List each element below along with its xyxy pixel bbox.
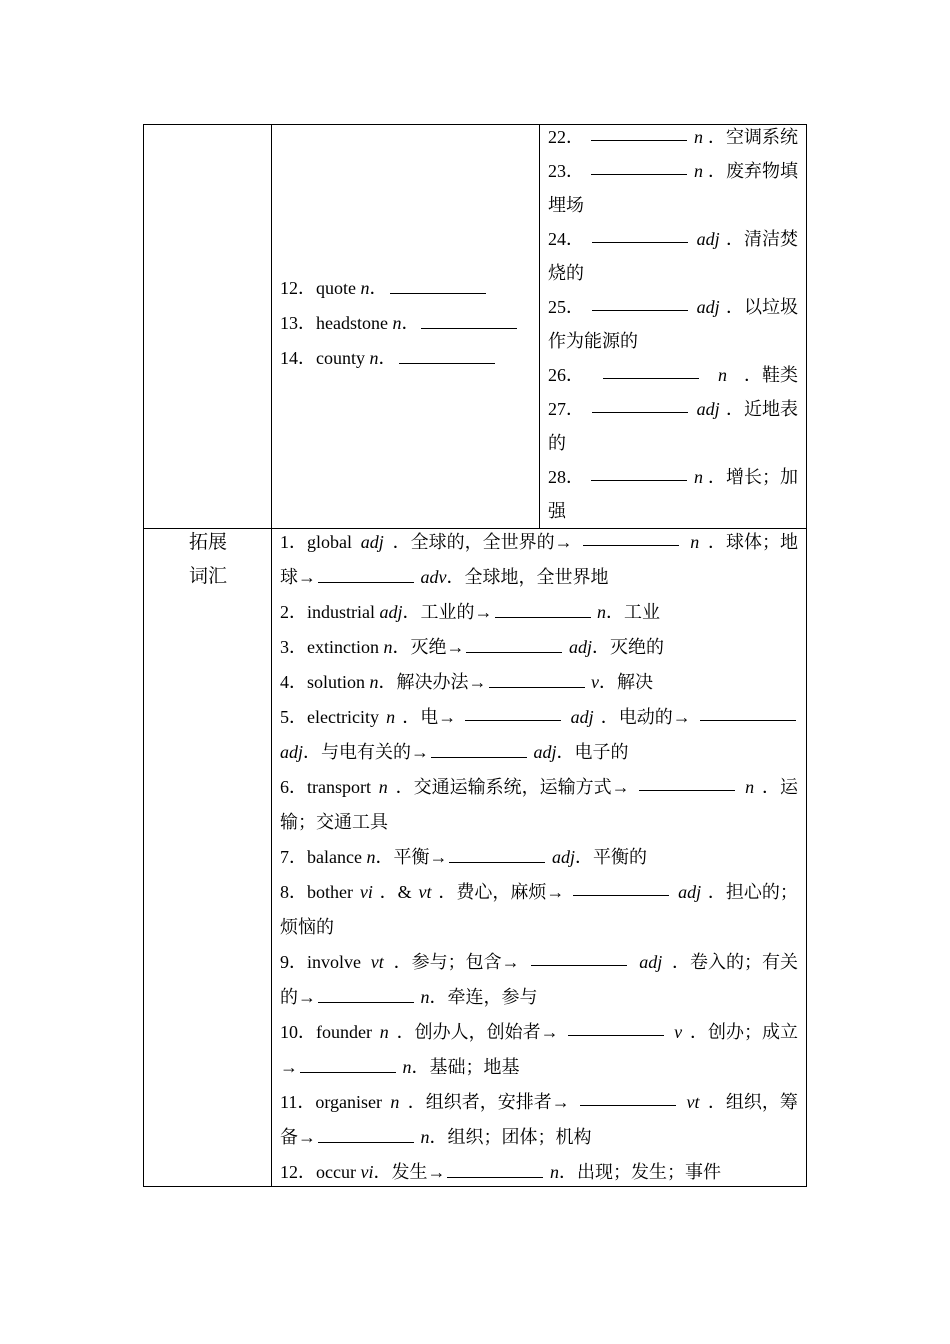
item-text: 烦恼的 (280, 917, 334, 937)
part-of-speech: n (383, 637, 393, 657)
part-of-speech: adj (696, 399, 720, 419)
list-item (548, 358, 798, 392)
item-text: ．平衡的 (574, 847, 647, 867)
table-border-left (143, 124, 144, 1187)
part-of-speech: n (379, 1022, 389, 1042)
answer-blank (591, 154, 687, 175)
list-item (280, 525, 798, 560)
item-text: ．灭绝的 (592, 637, 664, 657)
item-text: ．球体；地 (708, 532, 798, 552)
part-of-speech: vi (359, 882, 373, 902)
item-text: ．与电有关的→ (303, 742, 430, 762)
part-of-speech: v (674, 1022, 683, 1042)
section-label-line2: 词汇 (189, 565, 228, 587)
list-item-continuation: 强 (548, 501, 566, 521)
item-text: 1．global (280, 532, 352, 552)
item-meaning: ．空调系统 (708, 127, 798, 147)
item-text: 9．involve (280, 952, 361, 972)
item-text: ．全球地，全世界地 (446, 567, 609, 587)
item-number: 25． (548, 297, 584, 317)
answer-blank (318, 1122, 414, 1143)
item-text: ．出现；发生；事件 (558, 1162, 721, 1182)
part-of-speech: vt (370, 952, 384, 972)
list-item (280, 910, 798, 945)
item-text: ．组织者，安排者→ (407, 1092, 570, 1112)
part-of-speech: v (586, 672, 600, 692)
answer-blank (466, 632, 562, 653)
item-number: 14． (280, 348, 316, 368)
part-of-speech: adj (529, 742, 557, 762)
answer-blank (591, 120, 687, 141)
part-of-speech: n (745, 777, 755, 797)
item-text: ．灭绝→ (392, 637, 465, 657)
list-item (280, 980, 798, 1015)
part-of-speech: n (390, 1092, 400, 1112)
part-of-speech: adj (564, 637, 592, 657)
answer-blank (489, 667, 585, 688)
answer-blank (300, 1052, 396, 1073)
list-item (280, 1050, 798, 1085)
list-item (280, 840, 798, 875)
item-number: 26． (548, 365, 584, 385)
item-tail: ． (369, 278, 388, 298)
part-of-speech: adj (678, 882, 702, 902)
item-text: ．工业的→ (402, 602, 493, 622)
item-word: county (316, 348, 370, 368)
item-text: ．费心，麻烦→ (438, 882, 565, 902)
list-item (548, 154, 798, 188)
item-text: 4．solution (280, 672, 370, 692)
part-of-speech: adj (547, 847, 575, 867)
answer-blank (591, 460, 687, 481)
part-of-speech: n (416, 1127, 430, 1147)
item-text: ．平衡→ (375, 847, 448, 867)
item-text: → (280, 1057, 298, 1077)
item-meaning: ．增长；加 (708, 467, 798, 487)
list-item (280, 1155, 798, 1190)
list-item (548, 460, 798, 494)
part-of-speech: n (694, 127, 703, 147)
item-text: 的→ (280, 987, 316, 1007)
item-text: ．创办；成立 (689, 1022, 798, 1042)
answer-blank (531, 945, 627, 966)
item-text: ．交通运输系统，运输方式→ (395, 777, 630, 797)
answer-blank (421, 308, 517, 329)
item-text: ．工业 (606, 602, 661, 622)
part-of-speech: n (416, 987, 430, 1007)
answer-blank (568, 1015, 664, 1036)
item-text: ．& (379, 882, 412, 902)
item-text: ．运 (761, 777, 798, 797)
list-item-continuation: 的 (548, 433, 566, 453)
part-of-speech: n (545, 1162, 559, 1182)
item-text: 输；交通工具 (280, 812, 388, 832)
item-number: 23． (548, 161, 584, 181)
item-number: 24． (548, 229, 584, 249)
answer-blank (592, 290, 688, 311)
item-tail: ． (401, 313, 420, 333)
item-text: 12．occur (280, 1162, 361, 1182)
part-of-speech: vi (360, 1162, 374, 1182)
item-text: ．组织，筹 (707, 1092, 798, 1112)
part-of-speech: n (369, 348, 379, 368)
answer-blank (592, 222, 688, 243)
item-text: ．解决 (599, 672, 654, 692)
part-of-speech: n (592, 602, 607, 622)
list-item (280, 595, 798, 630)
list-item-continuation: 烧的 (548, 263, 584, 283)
item-number: 13． (280, 313, 316, 333)
item-text: 10．founder (280, 1022, 372, 1042)
extended-vocab-list (280, 525, 798, 1190)
list-item (280, 1085, 798, 1120)
table-col-divider (271, 124, 272, 1187)
part-of-speech: adj (360, 532, 384, 552)
item-text: ．解决办法→ (378, 672, 487, 692)
section-label (189, 525, 227, 593)
part-of-speech: n (398, 1057, 412, 1077)
item-text: ．电→ (402, 707, 457, 727)
item-text: ．电子的 (556, 742, 629, 762)
item-text: 6．transport (280, 777, 371, 797)
answer-blank (495, 597, 591, 618)
list-item (280, 630, 798, 665)
list-item (280, 341, 532, 375)
part-of-speech: adj (639, 952, 663, 972)
answer-blank (583, 525, 679, 546)
item-text: ．发生→ (373, 1162, 446, 1182)
part-of-speech: n (718, 365, 727, 385)
table-border-right (806, 124, 807, 1187)
answer-blank (465, 700, 561, 721)
list-item (548, 392, 798, 426)
list-item (280, 805, 798, 840)
item-text: ．担心的； (707, 882, 798, 902)
part-of-speech: adj (379, 602, 403, 622)
item-text: 8．bother (280, 882, 353, 902)
item-number: 27． (548, 399, 584, 419)
item-text: ．组织；团体；机构 (429, 1127, 592, 1147)
item-number: 28． (548, 467, 584, 487)
item-text: ．卷入的；有关 (672, 952, 798, 972)
part-of-speech: adj (696, 229, 720, 249)
item-meaning: ．鞋类 (744, 365, 798, 385)
vocab-column-middle (280, 271, 532, 376)
answer-blank (700, 700, 796, 721)
part-of-speech: n (366, 847, 376, 867)
list-item (548, 222, 798, 256)
vocab-column-right (548, 120, 798, 528)
answer-blank (318, 562, 414, 583)
part-of-speech: n (690, 532, 700, 552)
item-text: ．牵连，参与 (429, 987, 538, 1007)
list-item (280, 271, 532, 305)
item-word: headstone (316, 313, 393, 333)
answer-blank (399, 343, 495, 364)
answer-blank (447, 1157, 543, 1178)
part-of-speech: n (386, 707, 396, 727)
part-of-speech: n (360, 278, 370, 298)
item-text: 5．electricity (280, 707, 379, 727)
list-item (280, 770, 798, 805)
answer-blank (639, 770, 735, 791)
list-item (548, 290, 798, 324)
part-of-speech: n (694, 161, 703, 181)
part-of-speech: adj (280, 742, 304, 762)
part-of-speech: vt (418, 882, 432, 902)
answer-blank (431, 737, 527, 758)
item-meaning: ．以垃圾 (726, 297, 798, 317)
list-item (280, 306, 532, 340)
list-item (280, 875, 798, 910)
list-item (280, 665, 798, 700)
part-of-speech: adj (696, 297, 720, 317)
item-text: 备→ (280, 1127, 316, 1147)
answer-blank (573, 875, 669, 896)
list-item (280, 560, 798, 595)
item-meaning: ．废弃物填 (708, 161, 798, 181)
answer-blank (580, 1085, 676, 1106)
list-item-continuation: 埋场 (548, 195, 584, 215)
table-inner-col-divider (539, 124, 540, 529)
part-of-speech: adj (570, 707, 594, 727)
item-text: ．参与；包含→ (393, 952, 520, 972)
part-of-speech: n (694, 467, 703, 487)
item-text: ．电动的→ (600, 707, 691, 727)
list-item (280, 1015, 798, 1050)
item-text: ．基础；地基 (411, 1057, 520, 1077)
answer-blank (318, 982, 414, 1003)
item-text: 2．industrial (280, 602, 380, 622)
item-text: 3．extinction (280, 637, 384, 657)
item-meaning: ．清洁焚 (726, 229, 798, 249)
part-of-speech: n (392, 313, 402, 333)
list-item (280, 945, 798, 980)
answer-blank (449, 842, 545, 863)
list-item-continuation: 作为能源的 (548, 331, 638, 351)
part-of-speech: adv (416, 567, 447, 587)
item-text: ．创办人，创始者→ (396, 1022, 559, 1042)
part-of-speech: n (378, 777, 388, 797)
list-item (280, 1120, 798, 1155)
item-text: 7．balance (280, 847, 367, 867)
part-of-speech: vt (686, 1092, 700, 1112)
item-text: ．全球的，全世界的→ (392, 532, 573, 552)
list-item (280, 700, 798, 735)
item-number: 22． (548, 127, 584, 147)
answer-blank (592, 392, 688, 413)
item-tail: ． (378, 348, 397, 368)
answer-blank (390, 273, 486, 294)
section-label-line1: 拓展 (189, 531, 228, 553)
list-item (548, 120, 798, 154)
answer-blank (603, 358, 699, 379)
item-text: 球→ (280, 567, 316, 587)
item-number: 12． (280, 278, 316, 298)
part-of-speech: n (369, 672, 379, 692)
list-item (280, 735, 798, 770)
item-meaning: ．近地表 (726, 399, 798, 419)
item-text: 11．organiser (280, 1092, 382, 1112)
item-word: quote (316, 278, 361, 298)
